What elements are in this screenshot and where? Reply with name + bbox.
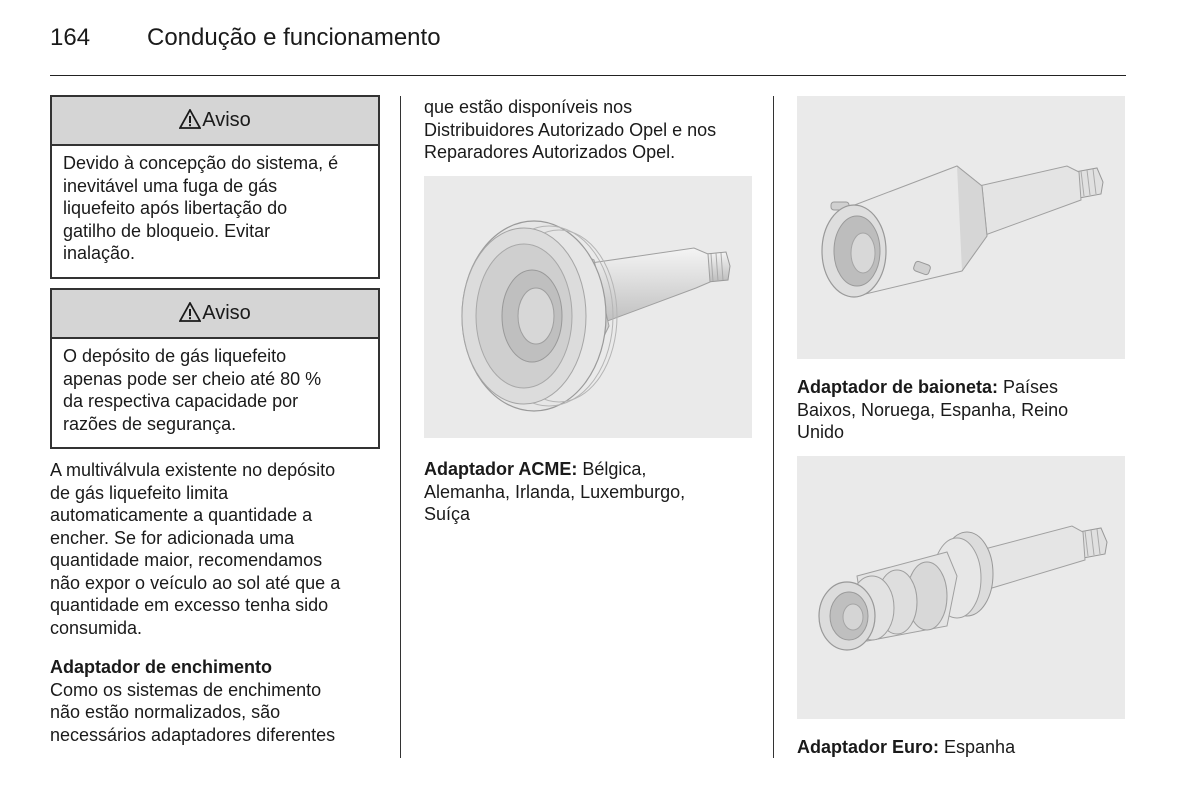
middle-intro-text <box>424 96 764 164</box>
caption-text: Países <box>1003 377 1059 397</box>
warning-1-line: liquefeito após libertação do <box>63 198 288 218</box>
caption-text: Bélgica, <box>582 459 647 479</box>
warning-2-line: apenas pode ser cheio até 80 % <box>63 368 322 389</box>
left-body-text <box>50 459 390 639</box>
filling-adapter-section <box>50 656 390 746</box>
body-line: não expor o veículo ao sol até que a <box>50 572 341 593</box>
body-line: que estão disponíveis nos <box>424 97 633 117</box>
body-line: consumida. <box>50 617 143 638</box>
body-line: Distribuidores Autorizado Opel e nos <box>424 119 717 140</box>
warning-1-line: Devido à concepção do sistema, é <box>63 153 339 173</box>
caption-text: Espanha <box>944 737 1016 757</box>
bayonet-adapter-drawing <box>797 96 1125 359</box>
euro-label: Adaptador Euro: <box>797 737 939 757</box>
warning-2-line: O depósito de gás liquefeito <box>63 346 287 366</box>
warning-1-line: inalação. <box>63 243 136 263</box>
warning-title-1: Aviso <box>202 109 251 131</box>
warning-text-1 <box>52 146 378 265</box>
body-line: de gás liquefeito limita <box>50 482 229 503</box>
caption-line: Baixos, Noruega, Espanha, Reino <box>797 399 1069 420</box>
bayonet-adapter-illustration <box>797 96 1125 359</box>
warning-2-line: da respectiva capacidade por <box>63 391 299 411</box>
column-divider-2 <box>773 96 774 758</box>
warning-1-line: inevitável uma fuga de gás <box>63 175 278 196</box>
header-rule <box>50 75 1126 76</box>
caption-line <box>424 458 764 481</box>
caption-line: Suíça <box>424 504 471 524</box>
bayonet-label: Adaptador de baioneta: <box>797 377 999 397</box>
body-line: Reparadores Autorizados Opel. <box>424 142 676 162</box>
bayonet-adapter-caption <box>797 376 1127 444</box>
caption-line <box>797 736 1127 759</box>
acme-adapter-illustration <box>424 176 752 438</box>
warning-text-2 <box>52 339 378 435</box>
warning-triangle-icon <box>179 109 201 129</box>
acme-label: Adaptador ACME: <box>424 459 578 479</box>
section-title: Condução e funcionamento <box>147 24 441 51</box>
body-line: não estão normalizados, são <box>50 702 281 722</box>
caption-line <box>797 376 1127 399</box>
warning-1-line: gatilho de bloqueio. Evitar <box>63 220 271 241</box>
warning-header-2 <box>52 290 378 339</box>
euro-adapter-caption <box>797 736 1127 759</box>
body-line: encher. Se for adicionada uma <box>50 527 295 548</box>
body-line: quantidade maior, recomendamos <box>50 550 323 570</box>
warning-header-1 <box>52 97 378 146</box>
euro-adapter-drawing <box>797 456 1125 719</box>
warning-box-2 <box>50 288 380 449</box>
body-line: necessários adaptadores diferentes <box>50 724 336 745</box>
body-line: A multiválvula existente no depósito <box>50 460 336 480</box>
warning-title-2: Aviso <box>202 302 251 324</box>
body-line: quantidade em excesso tenha sido <box>50 595 329 615</box>
euro-adapter-illustration <box>797 456 1125 719</box>
page-number: 164 <box>50 24 91 51</box>
caption-line: Unido <box>797 422 845 442</box>
body-line: automaticamente a quantidade a <box>50 505 313 525</box>
column-divider-1 <box>400 96 401 758</box>
acme-adapter-caption <box>424 458 764 526</box>
caption-line: Alemanha, Irlanda, Luxemburgo, <box>424 481 686 502</box>
filling-adapter-heading: Adaptador de enchimento <box>50 657 273 677</box>
body-line: Como os sistemas de enchimento <box>50 679 322 700</box>
warning-2-line: razões de segurança. <box>63 413 237 434</box>
warning-triangle-icon <box>179 302 201 322</box>
acme-adapter-drawing <box>424 176 752 438</box>
warning-box-1 <box>50 95 380 279</box>
